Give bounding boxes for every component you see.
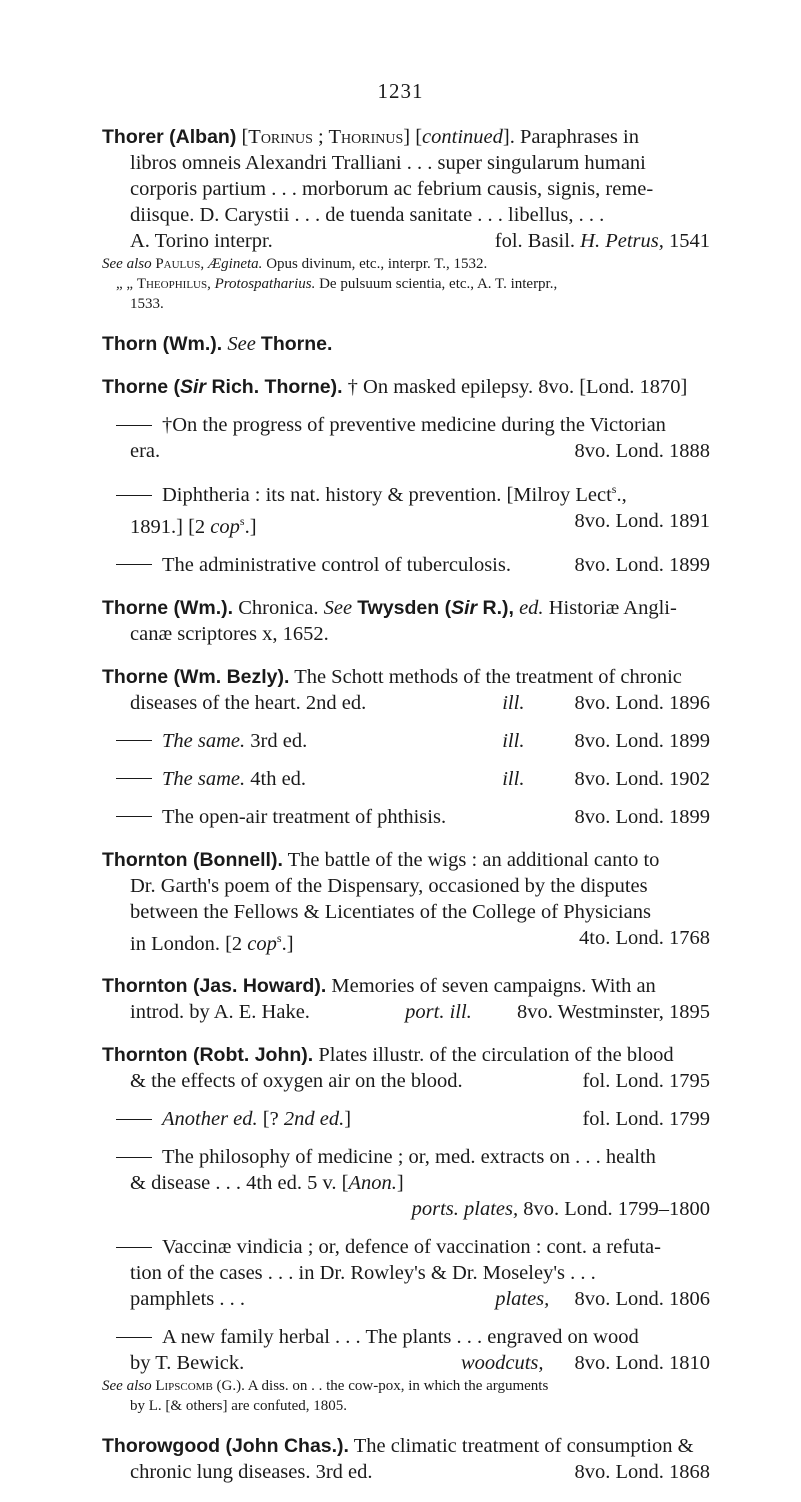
entry-line: in London. [2 cop$^s$.] 4to. Lond. 1768 [130,926,710,955]
entry-thorne-wm [102,595,710,647]
ditto-dash [116,1337,152,1338]
entry-line: corporis partium . . . morborum ac febrium causis, signis, reme- [130,178,654,200]
ditto-dash [116,1247,152,1248]
entry-line: Thorer (Alban) [Torinus ; Thorinus] [continued]. Paraphrases in [102,126,639,148]
entry-heading: Thornton (Jas. Howard). [102,975,327,998]
entry-line: The same. 4th ed. ill. 8vo. Lond. 1902 [102,766,710,792]
see-also-note: See also Paulus, Ægineta. Opus divinum, etc., interpr. T., 1532. „ „ Theophilus, Protospatharius. De pulsuum scientia, etc., A. T. interpr., 1533. [102,256,558,312]
ditto-dash [116,1157,152,1158]
entry-line: †On the progress of preventive medicine during the Victorian [102,412,710,438]
entry-line: diisque. D. Carystii . . . de tuenda sanitate . . . libellus, . . . [130,204,605,226]
entry-heading: Thorer (Alban) [102,126,237,148]
entry-line: canæ scriptores x, 1652. [130,622,329,645]
entry-heading: Thorn (Wm.). [102,333,223,355]
entry-line: The philosophy of medicine ; or, med. extracts on . . . health [102,1144,710,1170]
entry-line: Thornton (Bonnell). The battle of the wigs : an additional canto to [102,848,660,871]
entry-line: The open-air treatment of phthisis. 8vo. Lond. 1899 [102,804,710,830]
entry-line: Vaccinæ vindicia ; or, defence of vaccination : cont. a refuta- [102,1234,710,1260]
entry-line: between the Fellows & Licentiates of the College of Physicians [130,900,651,923]
entry-heading: Thorowgood (John Chas.). [102,1435,349,1458]
entry-line: A new family herbal . . . The plants . . . engraved on wood [102,1324,710,1350]
ditto-dash [116,740,152,741]
entry-thorne-bezly [102,664,710,830]
entry-line: by T. Bewick. woodcuts, 8vo. Lond. 1810 [130,1352,710,1375]
ditto-dash [116,564,152,565]
entry-thorn [102,331,710,357]
entry-line: Thornton (Robt. John). Plates illustr. of the circulation of the blood [102,1044,674,1067]
entry-line: Dr. Garth's poem of the Dispensary, occasioned by the disputes [130,874,648,897]
entry-line: Thorowgood (John Chas.). The climatic treatment of consumption & [102,1435,694,1458]
entry-thornton-robt [102,1042,710,1416]
see-also-note: See also Lipscomb (G.). A diss. on . . the cow-pox, in which the arguments by L. [& others] are confuted, 1805. [102,1378,549,1415]
entry-heading: Thorne (Wm.). [102,596,234,619]
entry-heading: Thornton (Bonnell). [102,848,283,871]
ditto-dash [116,495,152,496]
entry-line: The administrative control of tuberculosis. 8vo. Lond. 1899 [102,552,710,578]
entry-line: Thorne (Sir Rich. Thorne). † On masked epilepsy. 8vo. [Lond. 1870] [102,376,688,398]
entry-thornton-bonnell [102,847,710,957]
entry-line: ports. plates, 8vo. Lond. 1799–1800 [411,1198,710,1221]
entry-heading: Thorne (Sir Rich. Thorne). [102,376,343,398]
entry-line: Diphtheria : its nat. history & prevention. [Milroy Lect$^s$., [102,476,710,508]
entry-thorne-rich [102,374,710,578]
ditto-dash [116,425,152,426]
entry-thornton-jas [102,973,710,1025]
ditto-dash [116,778,152,779]
entry-line: Thorn (Wm.). See Thorne. [102,333,333,355]
entry-line: The same. 3rd ed. ill. 8vo. Lond. 1899 [102,728,710,754]
entry-line: A. Torino interpr. fol. Basil. H. Petrus, 1541 [130,230,710,252]
entry-heading: Thornton (Robt. John). [102,1044,314,1067]
ditto-dash [116,1119,152,1120]
entry-heading: Thorne (Wm. Bezly). [102,665,290,688]
catalogue-entries [102,124,710,1502]
entry-line: era. 8vo. Lond. 1888 [130,440,710,462]
entry-thorowgood [102,1433,710,1485]
page-number: 1231 [377,79,424,103]
entry-line: Thornton (Jas. Howard). Memories of seven campaigns. With an [102,975,656,998]
entry-line: & disease . . . 4th ed. 5 v. [Anon.] [130,1172,404,1195]
entry-line: introd. by A. E. Hake. port. ill. 8vo. Westminster, 1895 [130,1001,710,1024]
entry-line: libros omneis Alexandri Tralliani . . . super singularum humani [130,152,646,174]
entry-line: pamphlets . . . plates, 8vo. Lond. 1806 [130,1288,710,1311]
entry-line: chronic lung diseases. 3rd ed. 8vo. Lond. 1868 [130,1461,710,1484]
ditto-dash [116,816,152,817]
entry-line: 1891.] [2 cop$^s$.] 8vo. Lond. 1891 [130,509,710,538]
entry-line: Thorne (Wm.). Chronica. See Twysden (Sir R.), ed. Historiæ Angli- [102,596,677,619]
entry-line: tion of the cases . . . in Dr. Rowley's & Dr. Moseley's . . . [130,1262,596,1285]
entry-line: Another ed. [? 2nd ed.] fol. Lond. 1799 [102,1106,710,1132]
entry-line: Thorne (Wm. Bezly). The Schott methods of the treatment of chronic [102,665,682,688]
entry-thorer [102,124,710,314]
entry-line: diseases of the heart. 2nd ed. ill. 8vo. Lond. 1896 [130,691,710,714]
entry-line: & the effects of oxygen air on the blood. fol. Lond. 1795 [130,1070,710,1093]
